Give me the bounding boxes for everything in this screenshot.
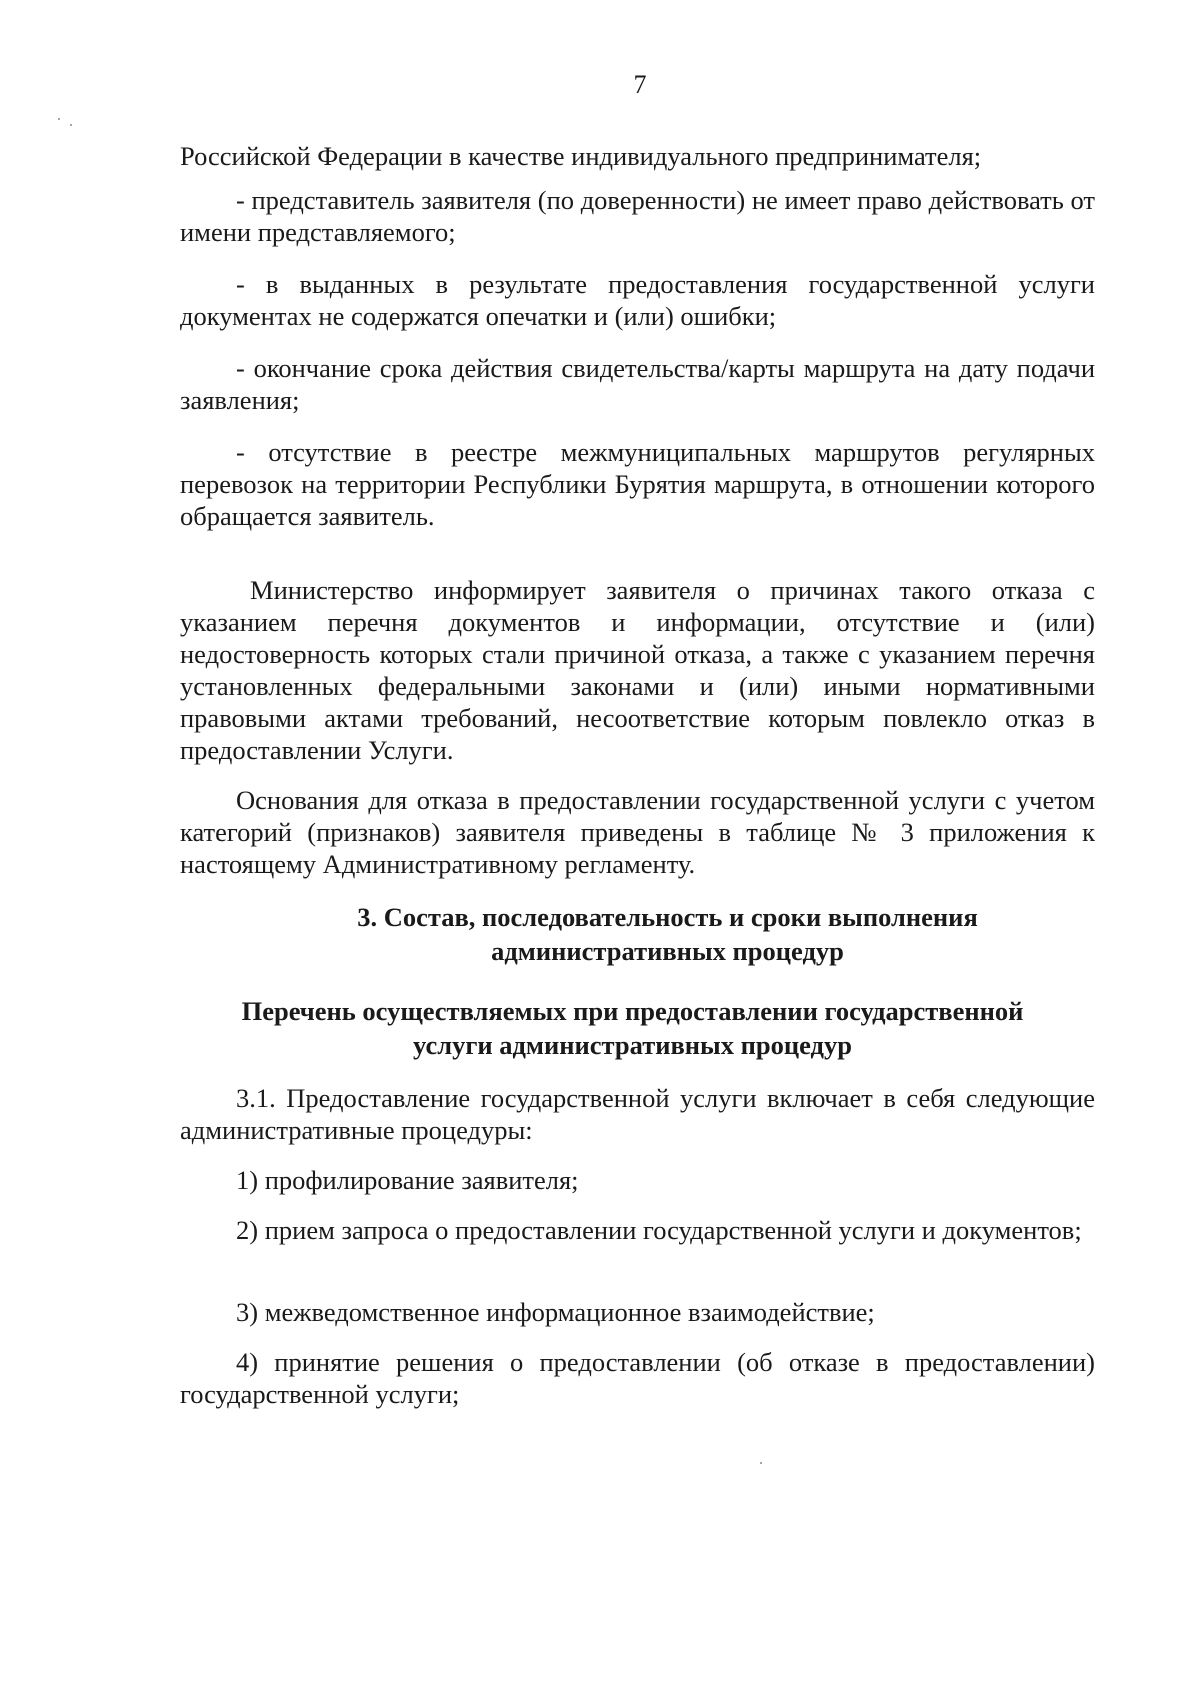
scan-speck: [760, 1462, 762, 1464]
subheading-line2: услуги административных процедур: [413, 1030, 852, 1060]
paragraph-typos: - в выданных в результате предоставления государственной услуги документах не содержатся опечатки и (или) ошибки;: [180, 269, 1095, 331]
paragraph-continuation: Российской Федерации в качестве индивидуального предпринимателя;: [180, 141, 982, 171]
paragraph-refusal-grounds: Основания для отказа в предоставлении государственной услуги с учетом категорий (признаков) заявителя приведены в таблице № 3 приложения к настоящему Административному регламенту.: [180, 785, 1095, 879]
subheading-line1: Перечень осуществляемых при предоставлении государственной: [241, 996, 1024, 1026]
paragraph-ministry-informs: Министерство информирует заявителя о причинах такого отказа с указанием перечня документов и информации, отсутствие и (или) недостоверность которых стали причиной отказа, а также с указанием перечня установленных федеральными законами и (или) иными нормативными правовыми актами требований, несоответствие которым повлекло отказ в предоставлении Услуги.: [180, 575, 1095, 765]
scan-speck: [70, 124, 72, 126]
paragraph-representative: - представитель заявителя (по доверенности) не имеет право действовать от имени представляемого;: [180, 185, 1095, 247]
section-heading-line2: административных процедур: [491, 936, 844, 966]
procedure-item-2: 2) прием запроса о предоставлении государственной услуги и документов;: [236, 1215, 1082, 1245]
page-number: 7: [633, 70, 647, 99]
paragraph-registry: - отсутствие в реестре межмуниципальных маршрутов регулярных перевозок на территории Республики Бурятия маршрута, в отношении которого обращается заявитель.: [180, 437, 1095, 531]
paragraph-expiry: - окончание срока действия свидетельства/карты маршрута на дату подачи заявления;: [180, 353, 1095, 415]
subheading: [175, 994, 1090, 1062]
procedure-item-4: 4) принятие решения о предоставлении (об отказе в предоставлении) государственной услуги;: [180, 1347, 1095, 1409]
section-heading-line1: 3. Состав, последовательность и сроки выполнения: [357, 902, 978, 932]
procedures-intro: 3.1. Предоставление государственной услуги включает в себя следующие административные процедуры:: [180, 1083, 1095, 1145]
section-heading: [210, 900, 1125, 968]
scan-speck: [58, 118, 60, 120]
procedure-item-3: 3) межведомственное информационное взаимодействие;: [236, 1297, 875, 1327]
procedure-item-1: 1) профилирование заявителя;: [236, 1165, 579, 1195]
